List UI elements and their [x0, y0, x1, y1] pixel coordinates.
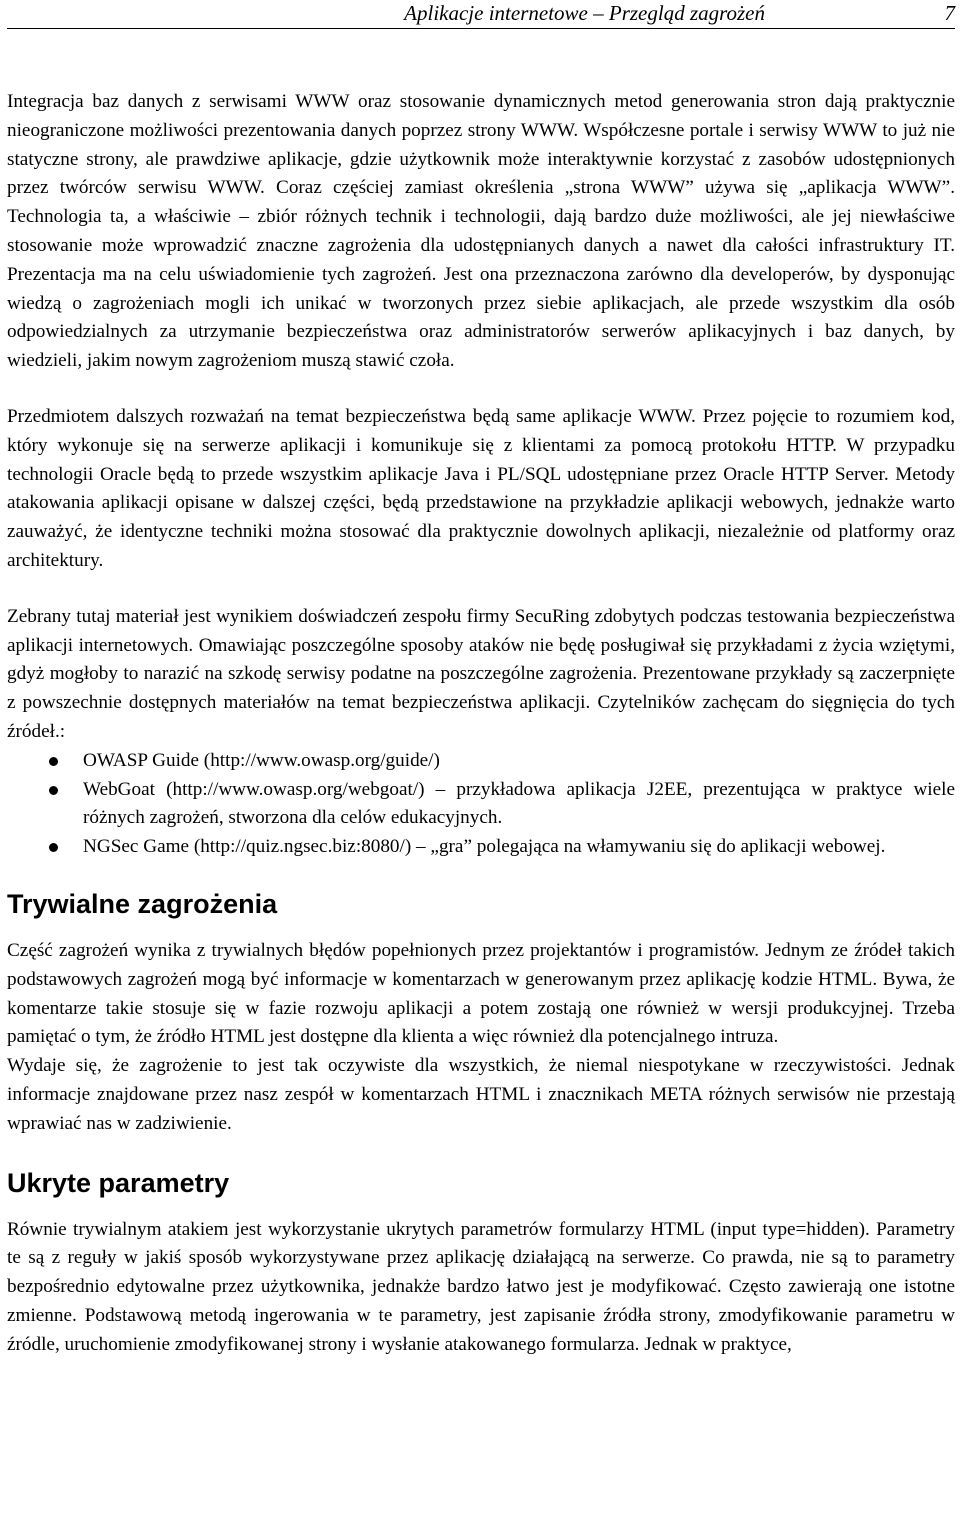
hidden-paragraph-1: Równie trywialnym atakiem jest wykorzystanie ukrytych parametrów formularzy HTML (input type=hidden). Parametry te są z reguły w jakiś sposób wykorzystywane przez aplikację działającą na serwerze. Co prawda, nie są to parametry bezpośrednio edytowalne przez użytkownika, jednakże bardzo łatwo jest je modyfikować. Często zawierają one istotne zmienne. Podstawową metodą ingerowania w te parametry, jest zapisanie źródła strony, zmodyfikowanie parametru w źródle, uruchomienie zmodyfikowanej strony i wysłanie atakowanego formularza. Jednak w praktyce, — [7, 1218, 955, 1355]
list-item-text: WebGoat (http://www.owasp.org/webgoat/) – przykładowa aplikacja J2EE, prezentująca w praktyce wiele różnych zagrożeń, stworzona dla celów edukacyjnych. — [83, 778, 955, 829]
intro-paragraph-2: Przedmiotem dalszych rozważań na temat bezpieczeństwa będą same aplikacje WWW. Przez pojęcie to rozumiem kod, który wykonuje się na serwerze aplikacji i komunikuje się z klientami za pomocą protokołu HTTP. W przypadku technologii Oracle będą to przede wszystkim aplikacje Java i PL/SQL udostępniane przez Oracle HTTP Server. Metody atakowania aplikacji opisane w dalszej części, będą przedstawione na przykładzie aplikacji webowych, jednakże warto zauważyć, że identyczne techniki można stosować dla praktycznie dowolnych aplikacji, niezależnie od platformy oraz architektury. — [7, 405, 955, 571]
page-number: 7 — [944, 1, 955, 25]
intro-paragraph-1: Integracja baz danych z serwisami WWW oraz stosowanie dynamicznych metod generowania stron dają praktycznie nieograniczone możliwości prezentowania danych poprzez strony WWW. Współczesne portale i serwisy WWW to już nie statyczne strony, ale prawdziwe aplikacje, gdzie użytkownik może interaktywnie korzystać z zasobów udostępnionych przez twórców serwisu WWW. Coraz częściej zamiast określenia „strona WWW” używa się „aplikacja WWW”. Technologia ta, a właściwie – zbiór różnych technik i technologii, dają bardzo duże możliwości, ale jej niewłaściwe stosowanie może wprowadzić znaczne zagrożenia dla udostępnianych danych a nawet dla całości infrastruktury IT. Prezentacja ma na celu uświadomienie tych zagrożeń. Jest ona przeznaczona zarówno dla developerów, by dysponując wiedzą o zagrożeniach mogli ich unikać w tworzonych przez siebie aplikacjach, ale przede wszystkim dla osób odpowiedzialnych za utrzymanie bezpieczeństwa oraz administratorów serwerów aplikacyjnych i baz danych, by wiedzieli, jakim nowym zagrożeniom muszą stawić czoła. — [7, 91, 955, 372]
trivial-paragraph-1: Część zagrożeń wynika z trywialnych błędów popełnionych przez projektantów i programistów. Jednym ze źródeł takich podstawowych zagrożeń mogą być informacje w komentarzach w generowanym przez aplikację kodzie HTML. Bywa, że komentarze takie stosuje się w fazie rozwoju aplikacji a potem zostają one również w wersji produkcyjnej. Trzeba pamiętać o tym, że źródło HTML jest dostępne dla klienta a więc również dla potencjalnego intruza. — [7, 939, 955, 1048]
section-heading-hidden-parameters: Ukryte parametry — [7, 1167, 230, 1198]
list-item-text: OWASP Guide (http://www.owasp.org/guide/) — [83, 749, 440, 771]
sources-list — [7, 747, 955, 862]
running-title: Aplikacje internetowe – Przegląd zagrożeń — [404, 1, 765, 25]
list-item — [7, 776, 955, 834]
bullet-icon — [49, 843, 58, 852]
body-text — [7, 88, 955, 1386]
trivial-paragraph-2: Wydaje się, że zagrożenie to jest tak oczywiste dla wszystkich, że niemal niespotykane w rzeczywistości. Jednak informacje znajdowane przez nasz zespół w komentarzach HTML i znacznikach META różnych serwisów nie przestają wprawiać nas w zadziwienie. — [7, 1055, 955, 1134]
list-item-text: NGSec Game (http://quiz.ngsec.biz:8080/) – „gra” polegająca na włamywaniu się do aplikacji webowej. — [83, 836, 886, 858]
list-item — [7, 833, 955, 862]
intro-paragraph-3: Zebrany tutaj materiał jest wynikiem doświadczeń zespołu firmy SecuRing zdobytych podczas testowania bezpieczeństwa aplikacji internetowych. Omawiając poszczególne sposoby ataków nie będę posługiwał się przykładami z życia wziętymi, gdyż mogłoby to narazić na szkodę serwisy podatne na poszczególne zagrożenia. Prezentowane przykłady są zaczerpnięte z powszechnie dostępnych materiałów na temat bezpieczeństwa aplikacji. Czytelników zachęcam do sięgnięcia do tych źródeł.: — [7, 605, 955, 742]
bullet-icon — [49, 786, 58, 795]
section-heading-trivial-threats: Trywialne zagrożenia — [7, 888, 278, 919]
list-item — [7, 747, 955, 776]
bullet-icon — [49, 757, 58, 766]
running-header — [7, 0, 955, 29]
